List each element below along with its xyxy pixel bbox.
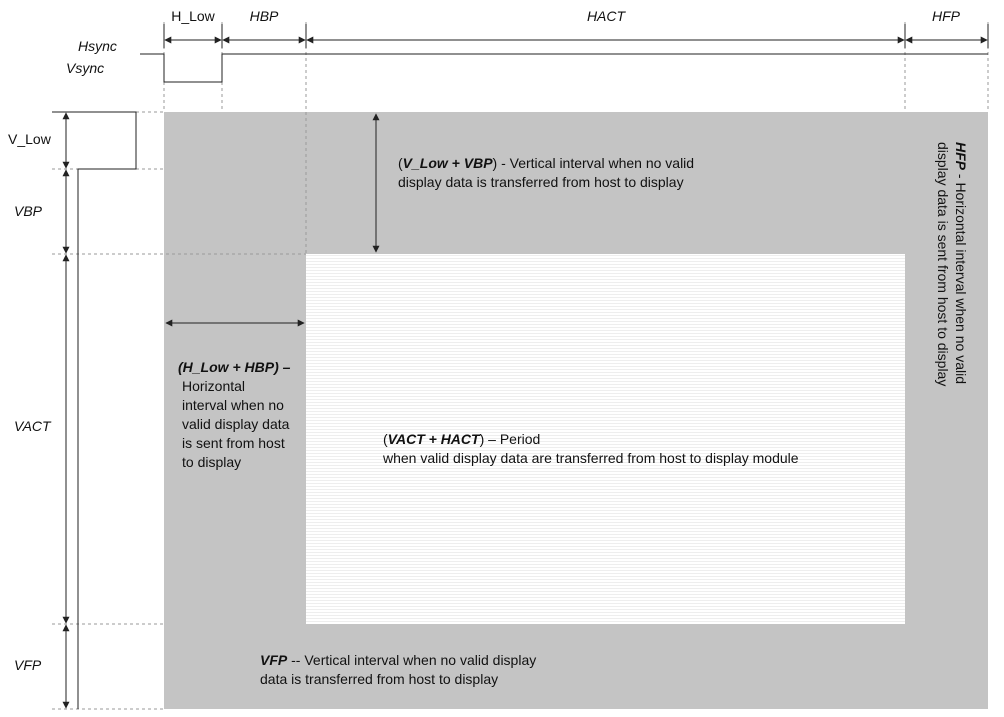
hblank-line: is sent from host xyxy=(182,435,285,451)
vfp-line2: data is transferred from host to display xyxy=(260,671,499,687)
vblank-line2: display data is transferred from host to display xyxy=(398,174,684,190)
active-period-annotation xyxy=(383,430,799,468)
vbp-label: VBP xyxy=(14,203,43,219)
hblank-term: (H_Low + HBP) – xyxy=(178,359,291,375)
hsync-label: Hsync xyxy=(78,38,117,54)
vfp-term: VFP xyxy=(260,652,288,668)
vblank-line1: - Vertical interval when no valid xyxy=(497,155,695,171)
svg-text:HFP - Horizontal interval when xyxy=(953,142,969,384)
hfp-line2: display data is sent from host to display xyxy=(935,142,951,387)
hfp-label: HFP xyxy=(932,8,960,24)
vfp-annotation xyxy=(260,651,536,689)
hfp-line1: - Horizontal interval when no valid xyxy=(953,170,969,384)
h-low-label: H_Low xyxy=(171,8,215,24)
active-line2: when valid display data are transferred from host to display module xyxy=(383,450,799,466)
vfp-label: VFP xyxy=(14,657,42,673)
vblank-close: ) xyxy=(492,155,498,171)
hsync-waveform xyxy=(140,54,988,82)
horizontal-blank-annotation xyxy=(178,358,290,472)
active-open: ( xyxy=(383,431,388,447)
hfp-term: HFP xyxy=(953,142,969,170)
hblank-line: interval when no xyxy=(182,397,284,413)
vblank-open: ( xyxy=(398,155,403,171)
hact-label: HACT xyxy=(586,8,626,24)
active-line1: ) – Period xyxy=(479,431,541,447)
vsync-waveform xyxy=(52,112,136,709)
active-term: VACT + HACT xyxy=(387,431,480,447)
hblank-line: to display xyxy=(182,454,242,470)
hblank-line: Horizontal xyxy=(182,378,246,394)
hbp-label: HBP xyxy=(249,8,279,24)
vsync-label: Vsync xyxy=(66,60,105,76)
hblank-line: valid display data xyxy=(182,416,290,432)
vblank-term: V_Low + VBP xyxy=(402,155,493,171)
vertical-blank-annotation xyxy=(398,154,694,192)
vfp-line1: -- Vertical interval when no valid display xyxy=(287,652,537,668)
vact-label: VACT xyxy=(14,418,51,434)
v-low-label: V_Low xyxy=(8,131,51,147)
